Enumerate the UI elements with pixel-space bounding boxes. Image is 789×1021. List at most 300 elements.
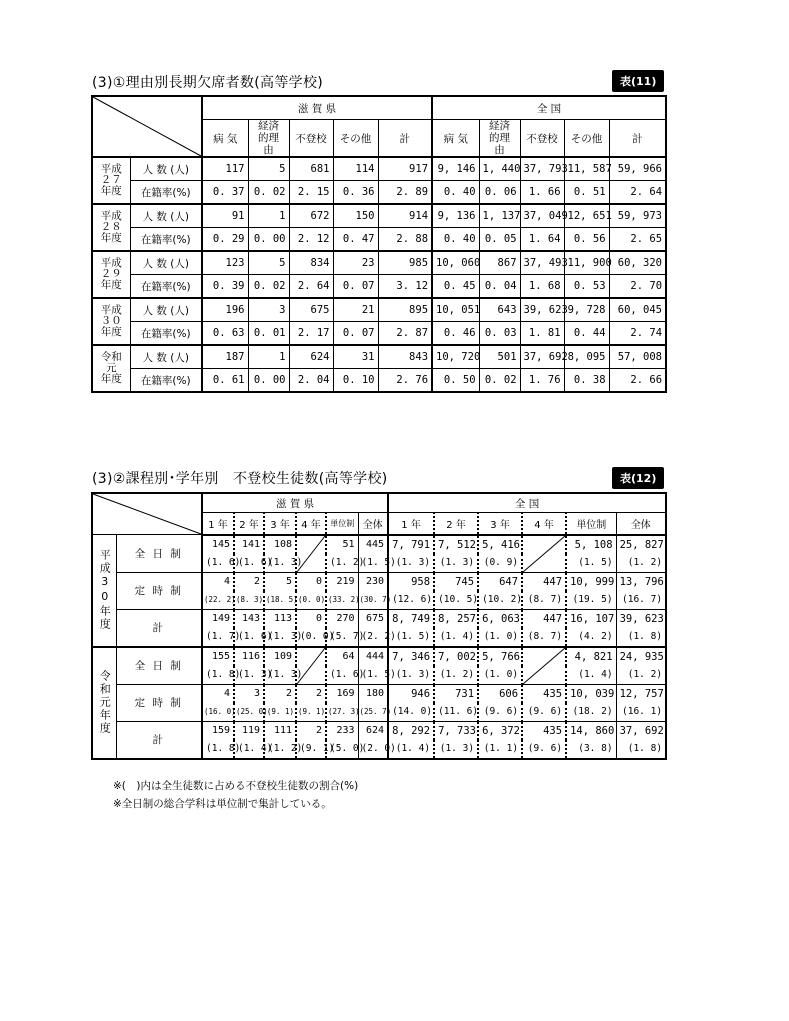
table12-pct-cell: (1. 2)	[434, 666, 478, 685]
table11-rate-cell: 2. 66	[609, 369, 666, 393]
table11-count-cell: 1, 137	[479, 204, 520, 228]
table11-count-cell: 985	[378, 251, 432, 275]
table12-row-label: 全 日 制	[116, 535, 202, 573]
table12-col-header: 2 年	[234, 513, 264, 535]
table12-count-cell: 24, 935	[616, 647, 666, 666]
table12-pct-cell: (1. 3)	[264, 666, 296, 685]
table12-count-cell: 37, 692	[616, 721, 666, 740]
table11-rate-cell: 0. 46	[432, 322, 479, 346]
table12-count-cell: 435	[522, 684, 566, 703]
table11-year-label-part: ３０	[100, 315, 122, 327]
table11-count-cell: 11, 900	[564, 251, 609, 275]
table12-pct-cell: (9. 1)	[296, 740, 326, 759]
table11-count-cell: 681	[289, 157, 333, 181]
table12-corner	[92, 493, 202, 535]
table11-rate-cell: 0. 07	[333, 322, 378, 346]
table12-count-cell: 4, 821	[566, 647, 616, 666]
table11-count-cell: 59, 966	[609, 157, 666, 181]
table12-pct-cell: (1. 2)	[616, 554, 666, 573]
table12-pct-cell: (14. 0)	[388, 703, 434, 722]
table11-count-cell: 8, 095	[564, 345, 609, 369]
table11-count-cell: 643	[479, 298, 520, 322]
table12-count-cell: 8, 257	[434, 609, 478, 628]
table12-pct-cell: (8. 7)	[522, 591, 566, 610]
table11-count-cell: 501	[479, 345, 520, 369]
table12-pct-cell: (12. 6)	[388, 591, 434, 610]
table12-pct-cell: (1. 7)	[202, 628, 234, 647]
table11-col-header: 経済的理由	[248, 120, 289, 158]
table11-col-header: 経済的理由	[479, 120, 520, 158]
table12-pct-cell: (2. 0)	[358, 740, 388, 759]
table11-year-label	[92, 251, 130, 298]
table12-count-cell: 5	[264, 572, 296, 591]
table12-count-cell: 6, 372	[478, 721, 522, 740]
table12-col-header: 単位制	[566, 513, 616, 535]
table12-col-header: 1 年	[202, 513, 234, 535]
table11-row-label-rate: 在籍率(%)	[130, 275, 202, 299]
table12-count-cell: 2	[296, 684, 326, 703]
table11-count-cell: 10, 051	[432, 298, 479, 322]
table11-count-cell: 10, 720	[432, 345, 479, 369]
table11-count-cell: 867	[479, 251, 520, 275]
table11-rate-cell: 0. 03	[479, 322, 520, 346]
table11-count-cell: 187	[202, 345, 248, 369]
table12-count-cell: 5, 108	[566, 535, 616, 554]
table12-count-cell: 219	[326, 572, 358, 591]
table12-count-cell: 145	[202, 535, 234, 554]
table12-pct-cell: (9. 6)	[522, 740, 566, 759]
table11-rate-cell: 0. 47	[333, 228, 378, 252]
table11-year-label-part: 平成	[100, 163, 122, 175]
table11-count-cell: 675	[289, 298, 333, 322]
table11-row-label-count: 人 数 (人)	[130, 251, 202, 275]
table11-corner	[92, 96, 202, 157]
table12-pct-cell: (5. 7)	[326, 628, 358, 647]
table12-pct-cell: (16. 1)	[616, 703, 666, 722]
table11-count-cell: 5	[248, 157, 289, 181]
table11-rate-cell: 0. 45	[432, 275, 479, 299]
table12-count-cell: 2	[264, 684, 296, 703]
table11-count-cell: 9, 146	[432, 157, 479, 181]
table12-count-cell: 7, 791	[388, 535, 434, 554]
table11-rate-cell: 1. 81	[520, 322, 564, 346]
table12-pct-cell: (1. 6)	[202, 554, 234, 573]
table12-pct-cell: (1. 6)	[326, 666, 358, 685]
table12	[91, 492, 667, 760]
table12-count-cell: 7, 733	[434, 721, 478, 740]
table12-pct-cell: (2. 2)	[358, 628, 388, 647]
table11-year-label-part: 元	[106, 362, 117, 374]
table12-col-header: 1 年	[388, 513, 434, 535]
table11-count-cell: 672	[289, 204, 333, 228]
table12-row-label: 定 時 制	[116, 684, 202, 721]
table11-rate-cell: 0. 10	[333, 369, 378, 393]
table11-year-label	[92, 298, 130, 345]
table11-rate-cell: 2. 64	[609, 181, 666, 205]
table12-count-cell: 647	[478, 572, 522, 591]
table11-year-label-part: ２８	[100, 221, 122, 233]
table11-count-cell: 624	[289, 345, 333, 369]
table12-count-cell: 445	[358, 535, 388, 554]
table11-count-cell: 114	[333, 157, 378, 181]
table11-rate-cell: 0. 38	[564, 369, 609, 393]
table11-row-label-rate: 在籍率(%)	[130, 181, 202, 205]
table11-rate-cell: 2. 64	[289, 275, 333, 299]
table12-pct-cell: (9. 1)	[296, 703, 326, 722]
table11-col-header: 不登校	[520, 120, 564, 158]
table11-rate-cell: 2. 88	[378, 228, 432, 252]
table12-empty-slash-cell	[522, 535, 566, 573]
table11-count-cell: 37, 793	[520, 157, 564, 181]
table11-rate-cell: 0. 51	[564, 181, 609, 205]
table12-count-cell: 2	[234, 572, 264, 591]
table11-rate-cell: 0. 40	[432, 181, 479, 205]
table12-pct-cell: (1. 8)	[202, 666, 234, 685]
table12-tag: 表(12)	[612, 467, 664, 489]
table11-rate-cell: 0. 56	[564, 228, 609, 252]
table11-rate-cell: 0. 61	[202, 369, 248, 393]
table12-note-2: ※全日制の総合学科は単位制で集計している。	[113, 798, 332, 810]
table12-count-cell: 141	[234, 535, 264, 554]
table11-row-label-count: 人 数 (人)	[130, 204, 202, 228]
table11-title: (3)①理由別長期欠席者数(高等学校)	[92, 75, 324, 91]
table11-row-label-count: 人 数 (人)	[130, 345, 202, 369]
table12-count-cell: 5, 766	[478, 647, 522, 666]
table11-count-cell: 914	[378, 204, 432, 228]
table12-row-label: 計	[116, 721, 202, 759]
table11-rate-cell: 0. 05	[479, 228, 520, 252]
table12-count-cell: 0	[296, 572, 326, 591]
table11-row-label-rate: 在籍率(%)	[130, 228, 202, 252]
table12-col-header: 4 年	[296, 513, 326, 535]
table12-count-cell: 111	[264, 721, 296, 740]
table12-count-cell: 606	[478, 684, 522, 703]
table11-count-cell: 1, 440	[479, 157, 520, 181]
table12-count-cell: 143	[234, 609, 264, 628]
table12-title: (3)②課程別･学年別 不登校生徒数(高等学校)	[92, 471, 388, 487]
table12-pct-cell: (1. 3)	[434, 554, 478, 573]
table11-rate-cell: 2. 87	[378, 322, 432, 346]
table11-col-header: その他	[564, 120, 609, 158]
table11-year-label	[92, 157, 130, 204]
table11-rate-cell: 2. 76	[378, 369, 432, 393]
table12-count-cell: 169	[326, 684, 358, 703]
table12-count-cell: 13, 796	[616, 572, 666, 591]
table11-rate-cell: 0. 02	[479, 369, 520, 393]
table11-rate-cell: 0. 39	[202, 275, 248, 299]
table12-col-header: 単位制	[326, 513, 358, 535]
table12-count-cell: 108	[264, 535, 296, 554]
table11-count-cell: 1	[248, 345, 289, 369]
table12-count-cell: 675	[358, 609, 388, 628]
table11-row-label-rate: 在籍率(%)	[130, 369, 202, 393]
table12-count-cell: 155	[202, 647, 234, 666]
table12-pct-cell: (1. 0)	[478, 666, 522, 685]
table11-rate-cell: 0. 40	[432, 228, 479, 252]
table11-year-label-part: 平成	[100, 210, 122, 222]
table12-pct-cell: (1. 2)	[326, 554, 358, 573]
table11-rate-cell: 0. 63	[202, 322, 248, 346]
table12-pct-cell: (4. 2)	[566, 628, 616, 647]
table11-count-cell: 23	[333, 251, 378, 275]
table12-pct-cell: (1. 5)	[388, 628, 434, 647]
table12-pct-cell: (1. 0)	[478, 628, 522, 647]
table11-row-label-count: 人 数 (人)	[130, 157, 202, 181]
table12-pct-cell: (1. 5)	[358, 666, 388, 685]
table12-count-cell: 64	[326, 647, 358, 666]
table12-pct-cell: (1. 3)	[388, 666, 434, 685]
table12-count-cell: 12, 757	[616, 684, 666, 703]
table12-count-cell: 731	[434, 684, 478, 703]
table12-pct-cell: (25. 7)	[358, 703, 388, 722]
table11-year-label-part: ２７	[100, 174, 122, 186]
table11-count-cell: 37, 692	[520, 345, 564, 369]
table11-rate-cell: 0. 02	[248, 181, 289, 205]
table11-rate-cell: 1. 76	[520, 369, 564, 393]
table12-col-header: 4 年	[522, 513, 566, 535]
table12-count-cell: 2	[296, 721, 326, 740]
table11-year-label-part: 年度	[100, 373, 122, 385]
table12-count-cell: 270	[326, 609, 358, 628]
table12-empty-slash-cell	[522, 647, 566, 685]
table12-pct-cell: (11. 6)	[434, 703, 478, 722]
table12-region-shiga: 滋 賀 県	[202, 493, 388, 513]
table12-pct-cell: (10. 2)	[478, 591, 522, 610]
table11-count-cell: 11, 587	[564, 157, 609, 181]
table12-pct-cell: (1. 1)	[478, 740, 522, 759]
table12-count-cell: 444	[358, 647, 388, 666]
table12-pct-cell: (8. 3)	[234, 591, 264, 610]
table11-region-shiga: 滋 賀 県	[202, 96, 432, 120]
table12-count-cell: 0	[296, 609, 326, 628]
table11-count-cell: 123	[202, 251, 248, 275]
table12-pct-cell: (0. 9)	[478, 554, 522, 573]
table11-year-label-part: 年度	[100, 185, 122, 197]
table11-col-header: 病 気	[432, 120, 479, 158]
table12-pct-cell: (1. 5)	[566, 554, 616, 573]
table12-empty-slash-cell	[296, 535, 326, 573]
table12-note-1: ※( )内は全生徒数に占める不登校生徒数の割合(%)	[113, 780, 359, 792]
table12-row-label: 計	[116, 609, 202, 647]
table11-count-cell: 10, 060	[432, 251, 479, 275]
table12-pct-cell: (10. 5)	[434, 591, 478, 610]
table12-count-cell: 4	[202, 572, 234, 591]
table11-count-cell: 9, 136	[432, 204, 479, 228]
table12-count-cell: 8, 749	[388, 609, 434, 628]
table11-count-cell: 59, 973	[609, 204, 666, 228]
table12-count-cell: 51	[326, 535, 358, 554]
table11-count-cell: 117	[202, 157, 248, 181]
table11-count-cell: 3	[248, 298, 289, 322]
table11-count-cell: 1	[248, 204, 289, 228]
table12-count-cell: 447	[522, 609, 566, 628]
table12-col-header: 全体	[358, 513, 388, 535]
table12-pct-cell: (1. 4)	[566, 666, 616, 685]
table11-count-cell: 31	[333, 345, 378, 369]
table12-count-cell: 8, 292	[388, 721, 434, 740]
table12-count-cell: 958	[388, 572, 434, 591]
table12-pct-cell: (9. 6)	[522, 703, 566, 722]
table11-col-header: その他	[333, 120, 378, 158]
table12-pct-cell: (1. 8)	[616, 740, 666, 759]
table12-pct-cell: (18. 2)	[566, 703, 616, 722]
table12-pct-cell: (1. 3)	[264, 628, 296, 647]
table11	[91, 95, 667, 393]
table11-count-cell: 5	[248, 251, 289, 275]
table12-col-header: 3 年	[264, 513, 296, 535]
table11-year-label-part: 年度	[100, 326, 122, 338]
table11-row-label-rate: 在籍率(%)	[130, 322, 202, 346]
table11-rate-cell: 0. 06	[479, 181, 520, 205]
table12-count-cell: 16, 107	[566, 609, 616, 628]
table12-count-cell: 109	[264, 647, 296, 666]
table11-count-cell: 150	[333, 204, 378, 228]
table12-pct-cell: (9. 6)	[478, 703, 522, 722]
table12-count-cell: 7, 346	[388, 647, 434, 666]
table12-pct-cell: (1. 6)	[234, 554, 264, 573]
table12-pct-cell: (1. 4)	[234, 740, 264, 759]
table12-row-label: 全 日 制	[116, 647, 202, 685]
table12-row-label: 定 時 制	[116, 572, 202, 609]
table11-year-label-part: 年度	[100, 232, 122, 244]
table12-count-cell: 230	[358, 572, 388, 591]
table11-year-label-part: 平成	[100, 304, 122, 316]
table12-pct-cell: (1. 5)	[358, 554, 388, 573]
table12-count-cell: 10, 039	[566, 684, 616, 703]
table12-col-header: 2 年	[434, 513, 478, 535]
table11-region-national: 全 国	[432, 96, 666, 120]
table11-year-label-part: 平成	[100, 257, 122, 269]
table11-tag: 表(11)	[612, 70, 664, 92]
table11-year-label	[92, 345, 130, 392]
table12-pct-cell: (33. 2)	[326, 591, 358, 610]
table11-rate-cell: 2. 74	[609, 322, 666, 346]
table12-col-header: 3 年	[478, 513, 522, 535]
table11-count-cell: 9, 728	[564, 298, 609, 322]
table11-year-label-part: 年度	[100, 279, 122, 291]
table11-rate-cell: 0. 44	[564, 322, 609, 346]
table11-count-cell: 196	[202, 298, 248, 322]
table11-rate-cell: 3. 12	[378, 275, 432, 299]
table12-count-cell: 10, 999	[566, 572, 616, 591]
table12-pct-cell: (1. 3)	[264, 554, 296, 573]
table11-count-cell: 843	[378, 345, 432, 369]
table11-rate-cell: 0. 36	[333, 181, 378, 205]
table11-count-cell: 917	[378, 157, 432, 181]
table11-rate-cell: 0. 01	[248, 322, 289, 346]
table11-rate-cell: 2. 17	[289, 322, 333, 346]
table11-count-cell: 60, 320	[609, 251, 666, 275]
table12-count-cell: 14, 860	[566, 721, 616, 740]
table12-count-cell: 39, 623	[616, 609, 666, 628]
table11-rate-cell: 1. 64	[520, 228, 564, 252]
table11-rate-cell: 2. 65	[609, 228, 666, 252]
table12-count-cell: 7, 512	[434, 535, 478, 554]
table12-pct-cell: (25. 0)	[234, 703, 264, 722]
table12-pct-cell: (1. 8)	[616, 628, 666, 647]
table11-rate-cell: 0. 00	[248, 369, 289, 393]
table12-count-cell: 5, 416	[478, 535, 522, 554]
table11-rate-cell: 2. 12	[289, 228, 333, 252]
table12-count-cell: 7, 002	[434, 647, 478, 666]
table12-pct-cell: (1. 2)	[616, 666, 666, 685]
table11-rate-cell: 2. 04	[289, 369, 333, 393]
table12-pct-cell: (22. 2)	[202, 591, 234, 610]
table11-year-label	[92, 204, 130, 251]
table12-count-cell: 447	[522, 572, 566, 591]
table12-count-cell: 624	[358, 721, 388, 740]
table11-col-header: 計	[609, 120, 666, 158]
table12-pct-cell: (18. 5)	[264, 591, 296, 610]
table11-rate-cell: 0. 37	[202, 181, 248, 205]
table11-count-cell: 39, 623	[520, 298, 564, 322]
table12-pct-cell: (1. 3)	[434, 740, 478, 759]
table12-count-cell: 6, 063	[478, 609, 522, 628]
table12-pct-cell: (0. 0)	[296, 591, 326, 610]
table12-pct-cell: (5. 0)	[326, 740, 358, 759]
table11-count-cell: 57, 008	[609, 345, 666, 369]
table12-count-cell: 113	[264, 609, 296, 628]
table12-pct-cell: (1. 3)	[234, 666, 264, 685]
table11-rate-cell: 2. 89	[378, 181, 432, 205]
table11-count-cell: 91	[202, 204, 248, 228]
table11-rate-cell: 0. 53	[564, 275, 609, 299]
table11-rate-cell: 1. 68	[520, 275, 564, 299]
table12-pct-cell: (16. 0)	[202, 703, 234, 722]
table12-count-cell: 116	[234, 647, 264, 666]
table12-count-cell: 233	[326, 721, 358, 740]
table11-rate-cell: 0. 50	[432, 369, 479, 393]
table12-pct-cell: (1. 4)	[434, 628, 478, 647]
table12-year-label: 令和元年度	[92, 647, 116, 759]
table12-count-cell: 180	[358, 684, 388, 703]
table11-year-label-part: 令和	[100, 351, 122, 363]
table12-pct-cell: (1. 4)	[388, 740, 434, 759]
table12-count-cell: 149	[202, 609, 234, 628]
table12-pct-cell: (0. 0)	[296, 628, 326, 647]
table11-count-cell: 21	[333, 298, 378, 322]
table12-pct-cell: (16. 7)	[616, 591, 666, 610]
table12-count-cell: 3	[234, 684, 264, 703]
table11-rate-cell: 0. 29	[202, 228, 248, 252]
table11-rate-cell: 0. 04	[479, 275, 520, 299]
table12-pct-cell: (1. 8)	[202, 740, 234, 759]
table11-count-cell: 12, 651	[564, 204, 609, 228]
table11-count-cell: 60, 045	[609, 298, 666, 322]
table12-pct-cell: (9. 1)	[264, 703, 296, 722]
table11-col-header: 計	[378, 120, 432, 158]
table11-row-label-count: 人 数 (人)	[130, 298, 202, 322]
table12-region-national: 全 国	[388, 493, 666, 513]
table11-col-header: 病 気	[202, 120, 248, 158]
table12-pct-cell: (19. 5)	[566, 591, 616, 610]
table12-pct-cell: (1. 2)	[264, 740, 296, 759]
table11-rate-cell: 1. 66	[520, 181, 564, 205]
table12-count-cell: 946	[388, 684, 434, 703]
table11-count-cell: 895	[378, 298, 432, 322]
table12-count-cell: 159	[202, 721, 234, 740]
table12-year-label: 平成30年度	[92, 535, 116, 647]
table12-count-cell: 119	[234, 721, 264, 740]
table12-count-cell: 25, 827	[616, 535, 666, 554]
table12-pct-cell: (3. 8)	[566, 740, 616, 759]
table11-rate-cell: 0. 00	[248, 228, 289, 252]
table11-count-cell: 37, 049	[520, 204, 564, 228]
table12-pct-cell: (27. 3)	[326, 703, 358, 722]
table12-count-cell: 745	[434, 572, 478, 591]
table11-count-cell: 37, 493	[520, 251, 564, 275]
table12-empty-slash-cell	[296, 647, 326, 685]
